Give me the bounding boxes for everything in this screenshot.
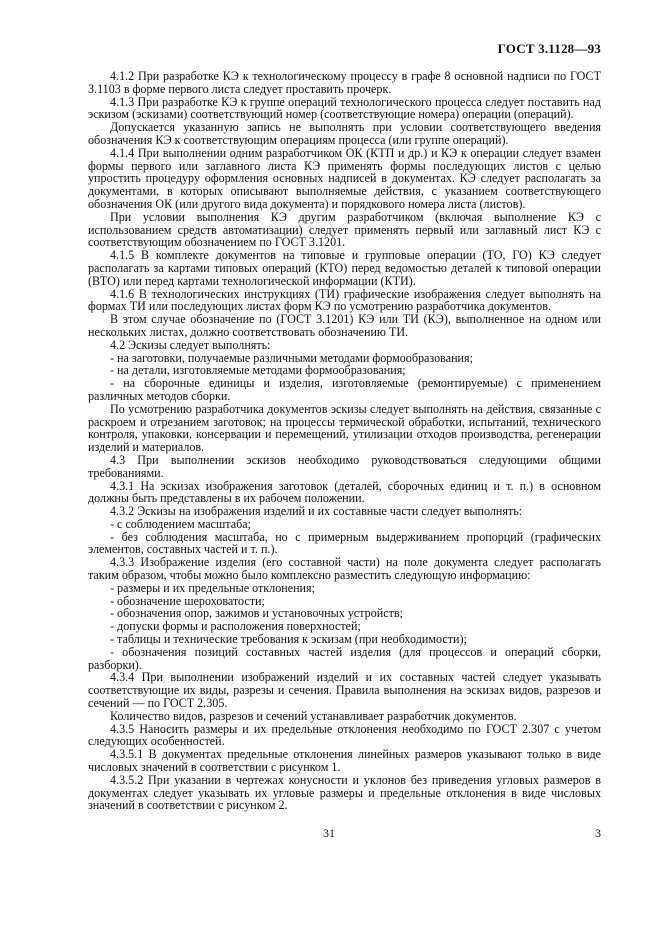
- paragraph: 4.1.5 В комплекте документов на типовые и групповые операции (ТО, ГО) КЭ следует располагать за картами типовых операций (КТО) перед ведомостью деталей к типовой операции (ВТО) или перед картами технологической информации (КТИ).: [88, 248, 601, 288]
- paragraph: В этом случае обозначение по (ГОСТ 3.1201) КЭ или ТИ (КЭ), выполненное на одном или нескольких листах, должно соответствовать обозначению ТИ.: [88, 312, 601, 339]
- paragraph: 4.3.5 Наносить размеры и их предельные отклонения необходимо по ГОСТ 2.307 с учетом следующих особенностей.: [88, 721, 601, 749]
- paragraph: - на заготовки, получаемые различными методами формообразования;: [110, 350, 473, 365]
- sheet-number: 3: [595, 826, 601, 840]
- paragraph: - с соблюдением масштаба;: [110, 516, 251, 531]
- paragraph: - обозначение шероховатости;: [110, 593, 265, 608]
- page-number: 31: [323, 826, 335, 840]
- paragraph: - на детали, изготовляемые методами формообразования;: [110, 363, 406, 378]
- paragraph: - допуски формы и расположения поверхностей;: [110, 619, 361, 634]
- paragraph: 4.3.4 При выполнении изображений изделий и их составных частей следует указывать соответствующие их виды, разрезы и сечения. Правила выполнения на эскизах видов, разрезов и сечений — по ГОСТ 2.305.: [88, 670, 601, 711]
- paragraph: 4.2 Эскизы следует выполнять:: [110, 337, 271, 352]
- paragraph: 4.1.4 При выполнении одним разработчиком ОК (КТП и др.) и КЭ к операции следует взамен формы первого или заглавного листа КЭ применять формы последующих листов с целью упростить процедуру оформления основных надписей в документах. КЭ следует располагать за документами, в которых описывают выполняемые действия, с указанием соответствующего обозначения ОК (или другого вида документа) и порядкового номера листа (листов).: [88, 145, 601, 211]
- paragraph: 4.1.3 При разработке КЭ к группе операций технологического процесса следует поставить над эскизом (эскизами) соответствующий номер (соответствующие номера) операции (операций).: [88, 94, 601, 122]
- paragraph: По усмотрению разработчика документов эскизы следует выполнять на действия, связанные с раскроем и отрезанием заготовок; на процессы термической обработки, испытаний, технического контроля, упаковки, консервации и перемещений, утилизации отходов производства, регенерации изделий и материалов.: [88, 401, 601, 455]
- paragraph: 4.3.3 Изображение изделия (его составной части) на поле документа следует располагать таким образом, чтобы можно было комплексно разместить следующую информацию:: [88, 555, 601, 583]
- paragraph: 4.3.5.1 В документах предельные отклонения линейных размеров указывают только в виде числовых значений в соответствии с рисунком 1.: [88, 747, 601, 775]
- paragraph: 4.3.1 На эскизах изображения заготовок (деталей, сборочных единиц и т. п.) в основном должны быть представлены в их рабочем положении.: [88, 478, 601, 506]
- paragraph: При условии выполнения КЭ другим разработчиком (включая выполнение КЭ с использованием средств автоматизации) следует применять первый или заглавный лист КЭ с соответствующим обозначением по ГОСТ 3.1201.: [88, 209, 601, 250]
- paragraph: 4.1.6 В технологических инструкциях (ТИ) графические изображения следует выполнять на формах ТИ или последующих листах форм КЭ по усмотрению разработчика документов.: [88, 286, 601, 314]
- paragraph: - на сборочные единицы и изделия, изготовляемые (ремонтируемые) с применением различных методов сборки.: [88, 376, 601, 403]
- paragraph: 4.3.5.2 При указании в чертежах конусности и уклонов без приведения угловых размеров в документах следует указывать их угловые размеры и предельные отклонения в виде числовых значений в соответствии с рисунком 2.: [88, 772, 601, 813]
- paragraph: 4.3.2 Эскизы на изображения изделий и их составные части следует выполнять:: [110, 504, 523, 519]
- paragraph: - обозначения опор, зажимов и установочных устройств;: [110, 606, 403, 621]
- paragraph: 4.1.2 При разработке КЭ к технологическому процессу в графе 8 основной надписи по ГОСТ 3.1103 в форме первого листа следует проставить прочерк.: [88, 69, 601, 96]
- document-body: [88, 70, 601, 812]
- paragraph: 4.3 При выполнении эскизов необходимо руководствоваться следующими общими требованиями.: [88, 452, 601, 480]
- paragraph: Количество видов, разрезов и сечений устанавливает разработчик документов.: [110, 708, 517, 723]
- paragraph: - размеры и их предельные отклонения;: [110, 580, 315, 595]
- paragraph: Допускается указанную запись не выполнять при условии соответствующего введения обозначения КЭ к соответствующим операциям процесса (или группе операций).: [88, 120, 601, 147]
- paragraph: - обозначения позиций составных частей изделия (для процессов и операций сборки, разборки).: [88, 644, 601, 672]
- paragraph: - таблицы и технические требования к эскизам (при необходимости);: [110, 632, 467, 647]
- paragraph: - без соблюдения масштаба, но с примерным выдерживанием пропорций (графических элементов, составных частей и т. п.).: [88, 529, 601, 557]
- document-code: ГОСТ 3.1128—93: [497, 41, 601, 56]
